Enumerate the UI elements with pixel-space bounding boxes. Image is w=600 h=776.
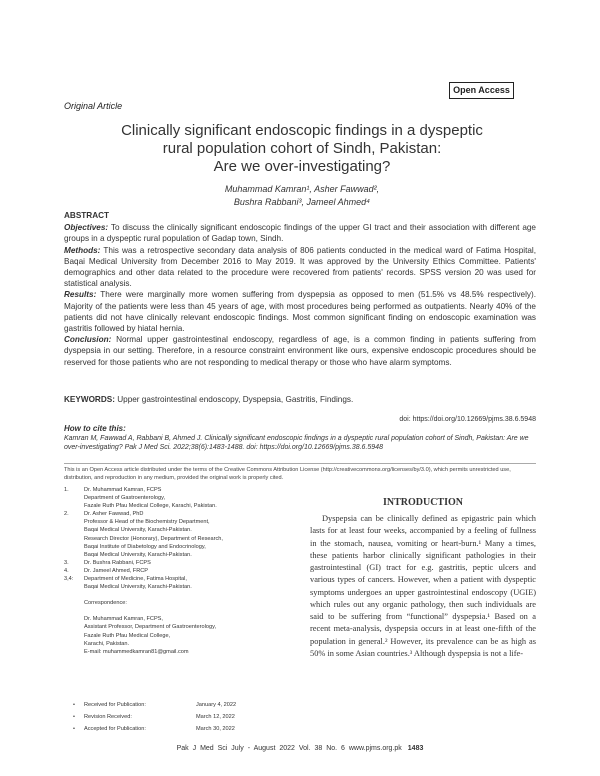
doi-link[interactable]: doi: https://doi.org/10.12669/pjms.38.6.5948 [399,416,536,423]
date-row [64,699,289,711]
correspondence-line: Karachi, Pakistan. [84,640,130,647]
title-line: Clinically significant endoscopic findings in a dyspeptic [121,122,483,139]
correspondence [64,599,289,656]
article-type: Original Article [64,101,123,111]
date-row [64,723,289,735]
date-label: Revision Received: [84,714,132,720]
abstract [64,210,536,368]
affiliation-line: Baqai Medical University, Karachi-Pakistan. [84,551,192,558]
affiliation-line: Dr. Jameel Ahmed, FRCP [84,567,149,574]
date-value: March 12, 2022 [196,714,235,720]
affiliation-number: 1. [64,487,69,493]
date-label: Received for Publication: [84,702,146,708]
affiliation-line: Department of Gastroenterology, [84,495,166,502]
citation-block [64,424,536,453]
keywords [64,395,536,404]
cite-heading: How to cite this: [64,424,126,433]
correspondence-email[interactable]: E-mail: muhammedkamran81@gmail.com [84,648,189,655]
abstract-objectives [64,222,536,244]
affiliation-item [64,510,289,559]
authors-line: Bushra Rabbani³, Jameel Ahmed⁴ [233,197,371,207]
abstract-results [64,289,536,334]
authors [60,183,544,209]
authors-line: Muhammad Kamran¹, Asher Fawwad², [224,184,380,194]
affiliation-item [64,486,289,510]
abstract-conclusion [64,334,536,368]
affiliation-line: Dr. Asher Fawwad, PhD [84,511,144,518]
date-label: Accepted for Publication: [84,726,146,732]
affiliation-item [64,559,289,567]
keywords-label: KEYWORDS: [64,395,115,404]
introduction-text: Dyspepsia can be clinically defined as epigastric pain which lasts for at least four weeks, accompanied by a feeling of fullness in the stomach, nausea, vomiting or heart-burn.¹ Many a times, these patients harbor clinically significant pathologies in their gastrointestinal (GI) tract for e.g. gastritis, peptic ulcers and various types of cancers. However, when a patient with dyspeptic symptoms undergoes an upper gastrointestinal endoscopy (UGIE) which rules out any organic pathology, then such individuals are said to be suffering from “functional” dyspepsia.¹ Based on a recent meta-analysis, dyspepsia occurs in at least one-fifth of the population in general.² However, its prevalence can be as high as 50% in some Asian countries.³ Although dyspepsia is not a life- [310,514,536,658]
results-text: There were marginally more women suffering from dyspepsia as opposed to men (51.5% vs 48.5% respectively). Majority of the patients were less than 45 years of age, with most procedures being performed as outpatients. Nearly 40% of the patients did not have clinically relevant endoscopic findings. Most common significant finding on endoscopic examination was gastritis followed by hiatal hernia. [64,290,536,334]
page-footer [0,745,600,752]
affiliation-line: Professor & Head of the Biochemistry Department, [84,519,210,526]
bullet-icon: • [73,726,75,732]
objectives-label: Objectives: [64,223,109,233]
title-line: Are we over-investigating? [213,158,391,175]
footer-journal: Pak J Med Sci July - August 2022 Vol. 38 No. 6 www.pjms.org.pk [176,745,402,752]
affiliation-number: 4. [64,567,69,574]
affiliation-line: Fazale Ruth Pfau Medical College, Karachi, Pakistan. [84,503,217,510]
cite-text: Kamran M, Fawwad A, Rabbani B, Ahmed J. Clinically significant endoscopic findings in a dyspeptic rural population cohort of Sindh, Pakistan: Are we over-investigating? Pak J Med Sci. 2022;38(6):1483-1488. doi: https://doi.org/10.12669/pjms.38.6.5948 [64,434,529,451]
article-title [60,122,544,176]
page-number: 1483 [407,745,424,752]
bullet-icon: • [73,714,75,720]
affiliation-number: 3,4: [64,576,74,583]
open-access-badge: Open Access [449,82,514,99]
publication-dates [64,699,289,735]
affiliations [64,486,289,656]
correspondence-line: Assistant Professor, Department of Gastroenterology, [84,624,217,631]
correspondence-line: Fazale Ruth Pfau Medical College, [84,632,171,639]
methods-text: This was a retrospective secondary data analysis of 806 patients conducted in the medical ward of Fatima Hospital, Baqai Medical University from December 2016 to May 2019. It was approved by the University Ethics Committee. Patients' demographics and other data related to the procedure were recovered from patients' records. SPSS version 20 was used for statistical analysis. [64,245,536,289]
title-line: rural population cohort of Sindh, Pakistan: [162,140,442,157]
introduction-heading: INTRODUCTION [382,497,463,508]
objectives-text: To discuss the clinically significant endoscopic findings of the upper GI tract and their association with different age groups in a dyspeptic rural population of Gadap town, Sindh. [64,223,536,244]
correspondence-line: Dr. Muhammad Kamran, FCPS, [84,616,163,623]
correspondence-label: Correspondence: [84,600,127,607]
affiliation-line: Baqai Medical University, Karachi-Pakistan. [84,527,192,534]
date-value: March 30, 2022 [196,726,235,732]
keywords-text: Upper gastrointestinal endoscopy, Dyspepsia, Gastritis, Findings. [117,395,354,404]
date-value: January 4, 2022 [196,702,237,708]
affiliation-line: Dr. Bushra Rabbani, FCPS [84,559,151,566]
affiliation-item [64,567,289,575]
abstract-methods [64,245,536,290]
conclusion-text: Normal upper gastrointestinal endoscopy, regardless of age, is a common finding in patients suffering from dyspepsia in our setting. Therefore, in a resource constraint environment like ours, expensive endoscopic procedures should be reserved for those patients who are not responding to medical therapy or those who have alarm symptoms. [64,335,536,367]
bullet-icon: • [73,702,75,708]
methods-label: Methods: [64,245,101,255]
conclusion-label: Conclusion: [64,335,112,345]
affiliation-number: 3. [64,559,69,566]
affiliation-line: Baqai Institute of Diabetology and Endocrinology, [84,543,206,550]
date-row [64,711,289,723]
affiliation-line: Department of Medicine, Fatima Hospital, [84,576,187,583]
results-label: Results: [64,290,97,300]
affiliation-line: Dr. Muhammad Kamran, FCPS [84,487,162,493]
affiliation-number: 2. [64,511,69,518]
affiliation-line: Baqai Medical University, Karachi-Pakistan. [84,584,192,591]
affiliation-item [64,575,289,591]
license-note: This is an Open Access article distributed under the terms of the Creative Commons Attribution License (http://creativecommons.org/licenses/by/3.0), which permits unrestricted use, distribution, and reproduction in any medium, provided the original work is properly cited. [64,463,536,482]
affiliation-line: Research Director (Honorary), Department of Research, [84,535,223,542]
abstract-heading: ABSTRACT [64,211,110,220]
